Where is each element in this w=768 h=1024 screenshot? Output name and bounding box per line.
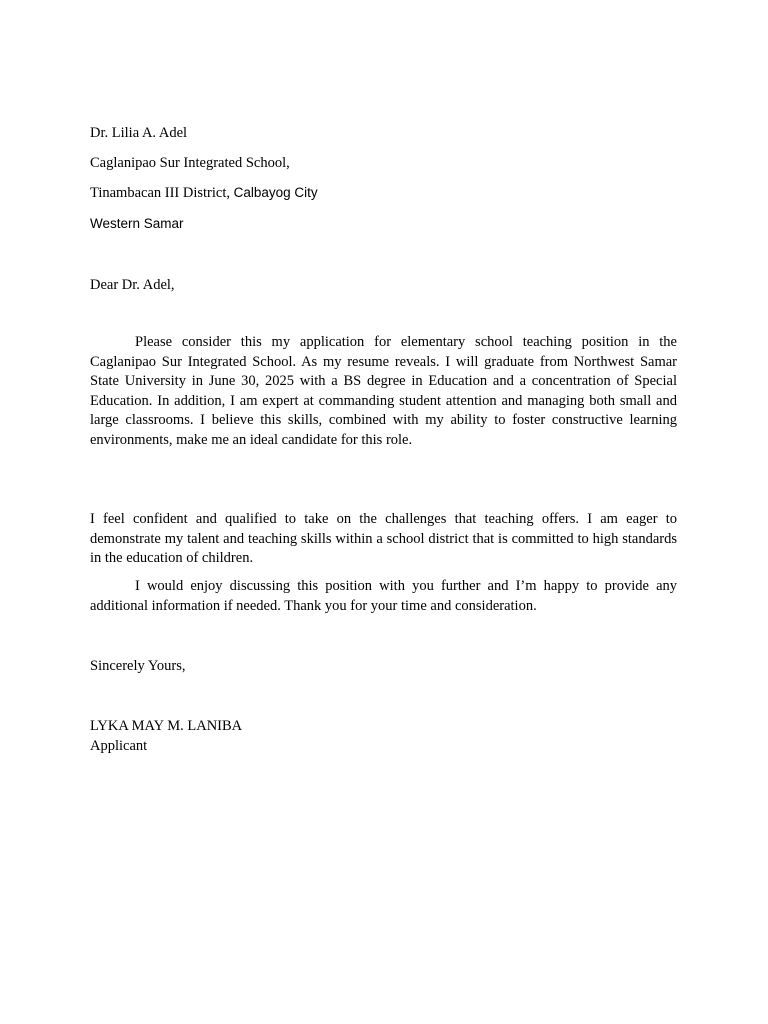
recipient-school: Caglanipao Sur Integrated School, <box>90 155 290 171</box>
body-paragraph-3: I would enjoy discussing this position with you further and I’m happy to provide any additional information if needed. Thank you for your time and consideration. <box>90 578 677 614</box>
salutation: Dear Dr. Adel, <box>90 277 175 293</box>
closing: Sincerely Yours, <box>90 658 186 674</box>
signature-name: LYKA MAY M. LANIBA <box>90 718 243 734</box>
signature-title: Applicant <box>90 738 148 754</box>
body-paragraph-2: I feel confident and qualified to take on the challenges that teaching offers. I am eager to demonstrate my talent and teaching skills within a school district that is committed to high standards in the education of children. <box>90 511 677 567</box>
body-paragraph-1: Please consider this my application for elementary school teaching position in the Caglanipao Sur Integrated School. As my resume reveals. I will graduate from Northwest Samar State University in June 30, 2025 with a BS degree in Education and a concentration of Special Education. In addition, I am expert at commanding student attention and managing both small and large classrooms. I believe this skills, combined with my ability to foster constructive learning environments, make me an ideal candidate for this role. <box>90 334 677 448</box>
recipient-district-line <box>90 183 318 203</box>
recipient-district: Tinambacan III District, <box>90 185 234 201</box>
recipient-province: Western Samar <box>90 216 184 231</box>
recipient-city: Calbayog City <box>233 185 318 200</box>
recipient-name: Dr. Lilia A. Adel <box>90 125 188 141</box>
